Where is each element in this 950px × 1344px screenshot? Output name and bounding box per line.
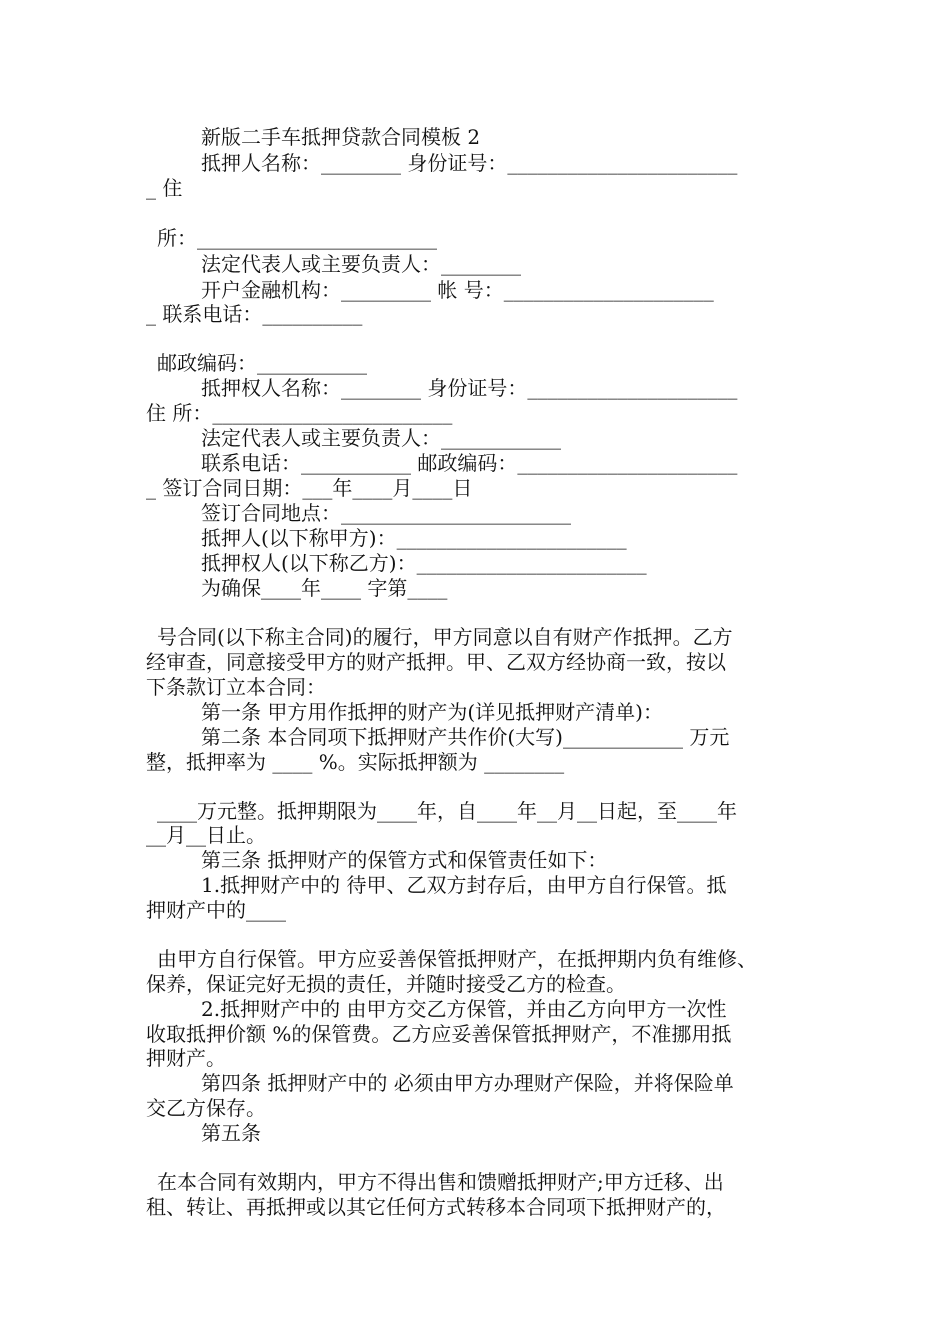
text-line: 为确保____年____ 字第____ [201, 576, 448, 600]
text-line: 收取抵押价额 %的保管费。乙方应妥善保管抵押财产，不准挪用抵 [146, 1022, 732, 1046]
text-line: 整，抵押率为 ____ %。实际抵押额为 ________ [146, 750, 565, 774]
text-line: _ 签订合同日期：___年____月____日 [146, 476, 473, 500]
text-line: 第三条 抵押财产的保管方式和保管责任如下： [201, 848, 608, 872]
text-line: 抵押人(以下称甲方)：_______________________ [201, 526, 627, 550]
text-line: 抵押人名称：________ 身份证号：_______________________ [201, 151, 738, 175]
text-line: 抵押权人(以下称乙方)：_______________________ [201, 551, 647, 575]
text-line: 1.抵押财产中的 待甲、乙双方封存后，由甲方自行保管。抵 [201, 873, 727, 897]
text-line: 号合同(以下称主合同)的履行，甲方同意以自有财产作抵押。乙方 [157, 625, 733, 649]
text-line: 法定代表人或主要负责人：____________ [201, 426, 561, 450]
text-line: 第四条 抵押财产中的 必须由甲方办理财产保险，并将保险单 [201, 1071, 734, 1095]
text-line: 签订合同地点：_______________________ [201, 501, 571, 525]
text-line: 法定代表人或主要负责人：________ [201, 252, 521, 276]
text-line: _ 住 [146, 176, 183, 200]
text-line: 租、转让、再抵押或以其它任何方式转移本合同项下抵押财产的， [146, 1195, 726, 1219]
text-line: 第五条 [201, 1121, 261, 1145]
text-line: 抵押权人名称：________ 身份证号：_____________________ [201, 376, 738, 400]
text-line: 保养，保证完好无损的责任，并随时接受乙方的检查。 [146, 972, 626, 996]
text-line: 第二条 本合同项下抵押财产共作价(大写)____________ 万元 [201, 725, 730, 749]
text-line: 邮政编码：___________ [157, 351, 367, 375]
text-line: 下条款订立本合同： [146, 675, 326, 699]
text-line: 押财产中的____ [146, 898, 286, 922]
text-line: _ 联系电话：__________ [146, 302, 363, 326]
text-line: 开户金融机构：_________ 帐 号：_____________________ [201, 278, 714, 302]
text-line: 押财产。 [146, 1046, 226, 1070]
text-line: 第一条 甲方用作抵押的财产为(详见抵押财产清单)： [201, 700, 663, 724]
text-line: 住 所：________________________ [146, 401, 453, 425]
text-line: 在本合同有效期内，甲方不得出售和馈赠抵押财产;甲方迁移、出 [157, 1170, 724, 1194]
document-title: 新版二手车抵押贷款合同模板 2 [201, 125, 481, 149]
text-line: 由甲方自行保管。甲方应妥善保管抵押财产，在抵押期内负有维修、 [157, 947, 757, 971]
text-line: 联系电话：___________ 邮政编码：______________________ [201, 451, 738, 475]
text-line: 所：________________________ [157, 226, 437, 250]
text-line: __月__日止。 [146, 823, 266, 847]
text-line: ____万元整。抵押期限为____年，自____年__月__日起，至____年 [157, 799, 737, 823]
text-line: 交乙方保存。 [146, 1096, 266, 1120]
text-line: 经审查，同意接受甲方的财产抵押。甲、乙双方经协商一致，按以 [146, 650, 726, 674]
text-line: 2.抵押财产中的 由甲方交乙方保管，并由乙方向甲方一次性 [201, 997, 727, 1021]
